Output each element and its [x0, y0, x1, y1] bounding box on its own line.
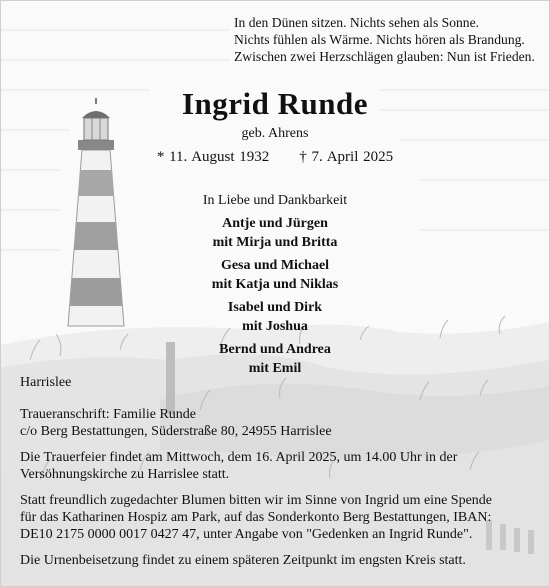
- service-line: Die Trauerfeier findet am Mittwoch, dem 16. April 2025, um 14.00 Uhr in der: [20, 450, 458, 465]
- donation-line: Statt freundlich zugedachter Blumen bitten wir im Sinne von Ingrid um eine Spende: [20, 493, 493, 508]
- donation-request: [20, 492, 492, 543]
- deceased-name: Ingrid Runde: [181, 86, 369, 121]
- mourner-line: mit Joshua: [242, 319, 308, 334]
- mourner-line: Antje und Jürgen: [222, 216, 328, 231]
- mourners-intro: In Liebe und Dankbarkeit: [202, 193, 348, 208]
- birth-date: * 11. August 1932: [156, 149, 270, 165]
- address-line: c/o Berg Bestattungen, Süderstraße 80, 24955 Harrislee: [20, 424, 332, 439]
- mourner-line: Bernd und Andrea: [219, 342, 331, 357]
- mourner-line: Isabel und Dirk: [227, 300, 323, 315]
- mourner-group: [0, 340, 550, 378]
- mourner-line: mit Mirja und Britta: [212, 235, 338, 250]
- mourner-group: [0, 256, 550, 294]
- donation-line: für das Katharinen Hospiz am Park, auf das Sonderkonto Berg Bestattungen, IBAN:: [20, 510, 492, 525]
- mourner-line: mit Emil: [248, 361, 302, 376]
- death-date: † 7. April 2025: [299, 149, 394, 165]
- mourner-group: [0, 214, 550, 252]
- poem-line: Nichts fühlen als Wärme. Nichts hören als Brandung.: [234, 32, 525, 47]
- poem-line: Zwischen zwei Herzschlägen glauben: Nun ist Frieden.: [234, 49, 535, 64]
- poem-line: In den Dünen sitzen. Nichts sehen als Sonne.: [234, 15, 480, 30]
- funeral-service-info: [20, 449, 457, 483]
- place: Harrislee: [20, 375, 72, 390]
- mourning-address: [20, 406, 332, 440]
- life-dates: [0, 149, 550, 166]
- birth-name: geb. Ahrens: [241, 126, 309, 141]
- donation-line: DE10 2175 0000 0017 0427 47, unter Angabe von "Gedenken an Ingrid Runde".: [20, 527, 473, 542]
- mourner-line: Gesa und Michael: [220, 258, 330, 273]
- address-line: Traueranschrift: Familie Runde: [20, 407, 197, 422]
- urn-burial-note: Die Urnenbeisetzung findet zu einem späteren Zeitpunkt im engsten Kreis statt.: [20, 553, 466, 568]
- mourner-group: [0, 298, 550, 336]
- mourners-list: [0, 214, 550, 382]
- mourner-line: mit Katja und Niklas: [211, 277, 339, 292]
- service-line: Versöhnungskirche zu Harrislee statt.: [20, 467, 230, 482]
- poem: [234, 14, 535, 65]
